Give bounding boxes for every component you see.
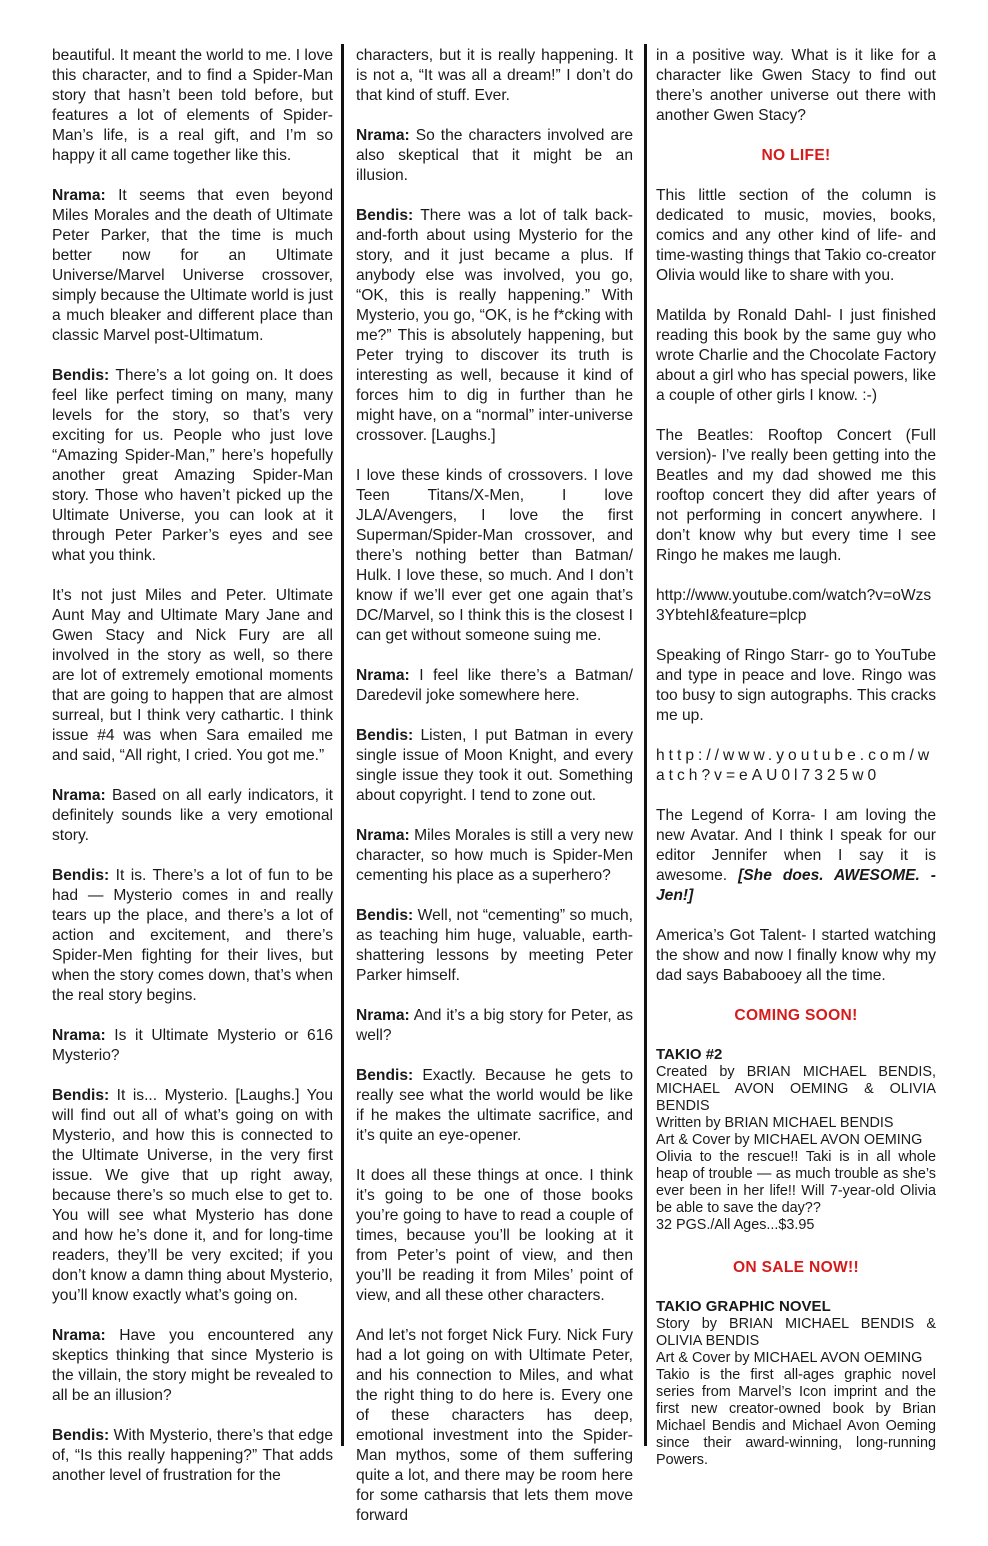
paragraph: I love these kinds of crossovers. I love Teen Titans/X-Men, I love JLA/Avengers, I love the first Superman/Spider-Man crossover, and there’s nothing better than Batman/ Hulk. I love these, so much. And I don’t know if we’ll ever get one again that’s DC/Marvel, so I think this is the closest I can get without someone suing me. — [356, 467, 633, 644]
speaker-label: Nrama: — [52, 1027, 106, 1044]
interview-question — [356, 1006, 633, 1046]
answer-text: There’s a lot going on. It does feel like perfect timing on many, many levels for the story, so that’s very exciting for us. People who just love “Amazing Spider-Man,” here’s hopefully another great Amazing Spider-Man story. Those who haven’t picked up the Ultimate Universe, you can look at it through Peter Parker’s eyes and see what you think. — [52, 367, 333, 564]
recommendation-korra — [656, 806, 936, 906]
no-life-intro: This little section of the column is dedicated to music, movies, books, comics and any other kind of life- and time-wasting things that Takio co-creator Olivia would like to share with you. — [656, 187, 936, 284]
question-text: And it’s a big story for Peter, as well? — [356, 1007, 633, 1044]
speaker-label: Bendis: — [52, 1427, 110, 1444]
question-text: I feel like there’s a Batman/ Daredevil joke somewhere here. — [356, 667, 633, 704]
paragraph: beautiful. It meant the world to me. I love this character, and to find a Spider-Man story that hasn’t been told before, but features a lot of elements of Spider-Man’s life, is a real gift, and I’m so happy it all came together like this. — [52, 47, 333, 164]
answer-text: Listen, I put Batman in every single issue of Moon Knight, and every single issue they took it out. Something about copyright. I tend to zone out. — [356, 727, 633, 804]
question-text: Based on all early indicators, it definitely sounds like a very emotional story. — [52, 787, 333, 844]
answer-text: There was a lot of talk back-and-forth about using Mysterio for the story, and it just became a plus. If anybody else was involved, you go, “OK, this is really happening.” With Mysterio, you go, “OK, is he f*cking with me?” This is absolutely happening, but Peter trying to discover its truth is interesting as well, because it kind of forces him to dig in further than he might have, on a “normal” inter-universe crossover. [Laughs.] — [356, 207, 633, 444]
answer-text: Exactly. Because he gets to really see what the world would be like if he makes the ultimate sacrifice, and it’s quite an eye-opener. — [356, 1067, 633, 1144]
answer-text: It is. There’s a lot of fun to be had — Mysterio comes in and really tears up the place, and there’s a lot of action and excitement, and there’s Spider-Men fighting for their lives, but when the story comes down, that’s when the real story begins. — [52, 867, 333, 1004]
interview-question — [356, 126, 633, 186]
answer-text: It is... Mysterio. [Laughs.] You will find out all of what’s going on with Mysterio, and how this is connected to the Ultimate Universe, in the very first issue. We give that up right away, because there’s so much else to get to. You will see what Mysterio has done and how he’s done it, and for long-time readers, they’ll be very excited; if you don’t know a damn thing about Mysterio, you’ll know exactly what’s going on. — [52, 1087, 333, 1304]
promo-price: 32 PGS./All Ages...$3.95 — [656, 1217, 815, 1233]
youtube-link[interactable]: http://www.youtube.com/watch?v=oWzs3YbtehI&feature=plcp — [656, 587, 932, 624]
interview-answer — [356, 1066, 633, 1146]
speaker-label: Bendis: — [356, 207, 414, 224]
paragraph: It does all these things at once. I think it’s going to be one of those books you’re going to have to read a couple of times, because you’ll be looking at it from Peter’s point of view, and then you’ll be reading it from Miles’ point of view, and all these other characters. — [356, 1167, 633, 1304]
korra-text: The Legend of Korra- I am loving the new Avatar. And I think I speak for our editor Jennifer when I say it is awesome. — [656, 807, 936, 884]
youtube-link[interactable]: http://www.youtube.com/watch?v=eAU0l7325w0 — [656, 747, 934, 784]
interview-answer — [52, 866, 333, 1006]
coming-soon-heading: COMING SOON! — [734, 1007, 858, 1024]
interview-question — [52, 1026, 333, 1066]
column-3 — [656, 46, 936, 1493]
promo-blurb: Olivia to the rescue!! Taki is in all whole heap of trouble — as much trouble as she’s ever been in her life!! Will 7-year-old Olivia be able to save the day?? — [656, 1149, 936, 1216]
takio-novel-promo — [656, 1298, 936, 1469]
promo-created: Created by BRIAN MICHAEL BENDIS, MICHAEL AVON OEMING & OLIVIA BENDIS — [656, 1064, 936, 1114]
interview-answer — [52, 1086, 333, 1306]
speaker-label: Nrama: — [52, 787, 106, 804]
interview-question — [52, 186, 333, 346]
speaker-label: Bendis: — [52, 1087, 110, 1104]
speaker-label: Nrama: — [52, 187, 106, 204]
question-text: Have you encountered any skeptics thinking that since Mysterio is the villain, the story might be revealed to all be an illusion? — [52, 1327, 333, 1404]
interview-question — [356, 826, 633, 886]
editor-note: [She does. AWESOME. -Jen!] — [656, 867, 936, 904]
speaker-label: Bendis: — [356, 907, 414, 924]
speaker-label: Bendis: — [356, 727, 414, 744]
interview-question — [52, 786, 333, 846]
promo-art: Art & Cover by MICHAEL AVON OEMING — [656, 1350, 923, 1366]
speaker-label: Nrama: — [52, 1327, 106, 1344]
speaker-label: Bendis: — [356, 1067, 414, 1084]
interview-answer — [356, 206, 633, 446]
promo-blurb: Takio is the first all-ages graphic novel series from Marvel’s Icon imprint and the first new creator-owned book by Brian Michael Bendis and Michael Avon Oeming since their award-winning, long-running Powers. — [656, 1367, 936, 1468]
paragraph: And let’s not forget Nick Fury. Nick Fury had a lot going on with Ultimate Peter, and his connection to Miles, and what the right thing to do here is. Every one of these characters has deep, emotional investment into the Spider-Man mythos, some of them suffering quite a lot, and there may be room here for some catharsis that lets them move forward — [356, 1327, 633, 1524]
question-text: So the characters involved are also skeptical that it might be an illusion. — [356, 127, 633, 184]
question-text: Is it Ultimate Mysterio or 616 Mysterio? — [52, 1027, 333, 1064]
no-life-heading: NO LIFE! — [761, 147, 831, 164]
promo-written: Written by BRIAN MICHAEL BENDIS — [656, 1115, 894, 1131]
recommendation-matilda: Matilda by Ronald Dahl- I just finished reading this book by the same guy who wrote Charlie and the Chocolate Factory about a girl who has special powers, like a couple of other girls I know. :-) — [656, 307, 936, 404]
on-sale-heading: ON SALE NOW!! — [732, 1259, 860, 1276]
speaker-label: Bendis: — [52, 367, 110, 384]
column-divider — [341, 44, 344, 1446]
promo-art: Art & Cover by MICHAEL AVON OEMING — [656, 1132, 923, 1148]
interview-answer — [52, 366, 333, 566]
interview-question — [52, 1326, 333, 1406]
interview-answer — [356, 906, 633, 986]
recommendation-agt: America’s Got Talent- I started watching the show and now I finally know why my dad says Bababooey all the time. — [656, 927, 936, 984]
paragraph: characters, but it is really happening. It is not a, “It was all a dream!” I don’t do that kind of stuff. Ever. — [356, 47, 633, 104]
paragraph: It’s not just Miles and Peter. Ultimate Aunt May and Ultimate Mary Jane and Gwen Stacy and Nick Fury are all involved in the story as well, so there are lot of extremely emotional moments that are going to happen that are almost surreal, but I think very cathartic. I think issue #4 was when Sara emailed me and said, “All right, I cried. You got me.” — [52, 587, 333, 764]
recommendation-beatles: The Beatles: Rooftop Concert (Full version)- I’ve really been getting into the Beatles and my dad showed me this rooftop concert they did after years of not performing in concert anywhere. I don’t know why but every time I see Ringo he makes me laugh. — [656, 427, 936, 564]
speaker-label: Nrama: — [356, 127, 410, 144]
column-1 — [52, 46, 333, 1506]
speaker-label: Bendis: — [52, 867, 110, 884]
interview-question — [356, 666, 633, 706]
speaker-label: Nrama: — [356, 827, 410, 844]
question-text: Miles Morales is still a very new character, so how much is Spider-Men cementing his place as a superhero? — [356, 827, 633, 884]
column-divider — [644, 44, 647, 1446]
recommendation-ringo: Speaking of Ringo Starr- go to YouTube and type in peace and love. Ringo was too busy to sign autographs. This cracks me up. — [656, 647, 936, 724]
answer-text: Well, not “cementing” so much, as teaching him huge, valuable, earth-shattering lessons by meeting Peter Parker himself. — [356, 907, 633, 984]
speaker-label: Nrama: — [356, 667, 410, 684]
promo-title: TAKIO GRAPHIC NOVEL — [656, 1298, 831, 1315]
interview-answer — [356, 726, 633, 806]
promo-story: Story by BRIAN MICHAEL BENDIS & OLIVIA BENDIS — [656, 1316, 936, 1349]
interview-answer — [52, 1426, 333, 1486]
question-text: It seems that even beyond Miles Morales and the death of Ultimate Peter Parker, that the time is much better now for an Ultimate Universe/Marvel Universe crossover, simply because the Ultimate world is just a much bleaker and different place than classic Marvel post-Ultimatum. — [52, 187, 333, 344]
paragraph: in a positive way. What is it like for a character like Gwen Stacy to find out there’s another universe out there with another Gwen Stacy? — [656, 47, 936, 124]
promo-title: TAKIO #2 — [656, 1046, 723, 1063]
column-2 — [356, 46, 633, 1546]
answer-text: With Mysterio, there’s that edge of, “Is this really happening?” That adds another level of frustration for the — [52, 1427, 333, 1484]
takio-2-promo — [656, 1046, 936, 1234]
speaker-label: Nrama: — [356, 1007, 410, 1024]
